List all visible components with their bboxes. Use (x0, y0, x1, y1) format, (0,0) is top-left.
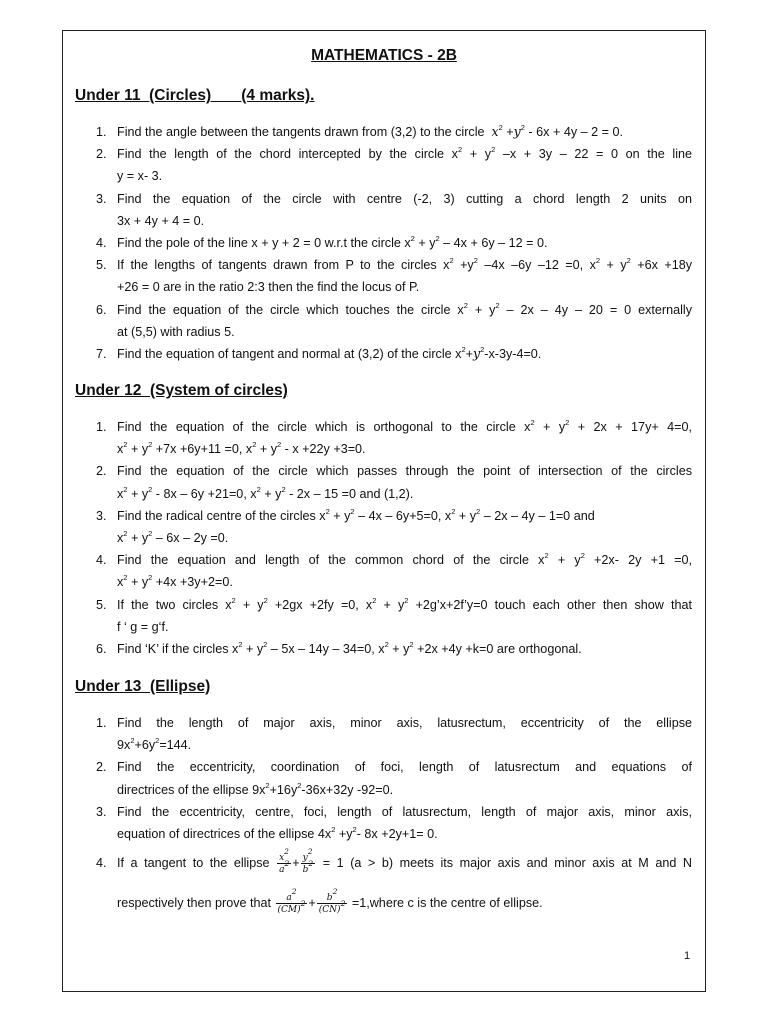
list-item: 1. Find the length of major axis, minor axis, latusrectum, eccentricity of the ellipse $9x^2+6y^2=144$. (96, 716, 692, 753)
list-item: 2. Find the eccentricity, coordination of foci, length of latusrectum and equations of directrices of the ellipse $9x^2+16y^2-36x+32y$ -92=0. (96, 760, 692, 797)
section-heading-circles: Under 11 (Circles) (4 marks). (75, 87, 315, 104)
list-item: 2. Find the equation of the circle which passes through the point of intersection of the circles $x^2 + y^2 - 8x - 6y +21=0$, $x^2 + y^2 - 2x - 15 =0$ and (1,2). (96, 464, 692, 501)
section-heading-system-of-circles: Under 12 (System of circles) (75, 382, 288, 399)
b-squared-over-cn-squared: $\frac{b^2}{(CN)^2}$ (318, 887, 346, 916)
list-item: 4. If a tangent to the ellipse $\frac{x^2}{a^2}$ + $\frac{y^2}{b^2}$ = 1 (a > b) meets its major axis and minor axis at M and N respectively then prove that $\frac{a^2}{(CM)^2}$ + $\frac{b^2}{(CN)^2}$ =1,where c is the centre of ellipse. (96, 847, 692, 916)
circles-question-list (96, 121, 692, 365)
list-item: 3. Find the eccentricity, centre, foci, length of latusrectum, length of major axis, minor axis, equation of directrices of the ellipse $4x^2 +y^2-$ 8x +2y+1= 0. (96, 804, 692, 842)
list-item: 4. Find the equation and length of the common chord of the circle $x^2 + y^2 +2x-$ 2y +1 =0, $x^2 + y^2 +4x +3y+2=0$. (96, 551, 692, 590)
ellipse-question-list (96, 712, 692, 923)
list-item: 5. If the two circles $x^2 + y^2 +2gx +2fy =0$, $x^2 + y^2$ +2g’x+2f’y=0 touch each other then show that f ‘ g = g‘f. (96, 595, 692, 634)
list-item: 3. Find the radical centre of the circles $x^2 + y^2 - 4x - 6y+5=0$, $x^2 + y^2 - 2x - 4y - 1=0$ and $x^2 + y^2 - 6x - 2y =0$. (96, 506, 595, 546)
list-item: 5. If the lengths of tangents drawn from P to the circles $x^2 +y^2$ –4x –6y –12 =0, $x^2 + y^2 +6x +18y$ +26 = 0 are in the ratio 2:3 then the find the locus of P. (96, 256, 692, 295)
list-item: 7. Find the equation of tangent and normal at (3,2) of the circle $x^2+y^2-x-3y-4=0$. (96, 345, 542, 362)
y-squared-over-b-squared: $\frac{y^2}{b^2}$ (302, 847, 314, 876)
x-squared-over-a-squared: $\frac{x^2}{a^2}$ (279, 847, 290, 876)
page-number: 1 (684, 950, 691, 962)
list-item: 2. Find the length of the chord intercepted by the circle $x^2 + y^2$ –x + 3y – 22 = 0 on the line y = x- 3. (96, 145, 693, 184)
system-of-circles-question-list (96, 416, 692, 660)
list-item: 4. Find the pole of the line x + y + 2 = 0 w.r.t the circle $x^2 + y^2 - 4x + 6y - 12 = 0$. (96, 234, 548, 251)
list-item: 3. Find the equation of the circle with centre (-2, 3) cutting a chord length 2 units on 3x + 4y + 4 = 0. (96, 191, 692, 228)
list-item: 1. Find the equation of the circle which is orthogonal to the circle $x^2 + y^2 + 2x + 17y+ 4=0$, $x^2 + y^2 +7x +6y+11 =0$, $x^2 + y^2 - x +22y +3=0$. (96, 418, 693, 457)
list-item: 6. Find ‘K’ if the circles $x^2 + y^2 - 5x - 14y - 34=0$, $x^2 + y^2 +2x +4y +k=0$ are orthogonal. (96, 640, 582, 657)
list-item: 1. Find the angle between the tangents drawn from (3,2) to the circle $x^2 +y^2 - 6x + 4y - 2 = 0$. (96, 123, 623, 139)
page-title: MATHEMATICS - 2B (311, 47, 457, 64)
section-heading-ellipse: Under 13 (Ellipse) (75, 678, 211, 695)
a-squared-over-cm-squared: $\frac{a^2}{(CM)^2}$ (277, 887, 306, 916)
list-item: 6. Find the equation of the circle which touches the circle $x^2 + y^2 - 2x - 4y - 20 = 0$ externally at (5,5) with radius 5. (96, 300, 692, 339)
